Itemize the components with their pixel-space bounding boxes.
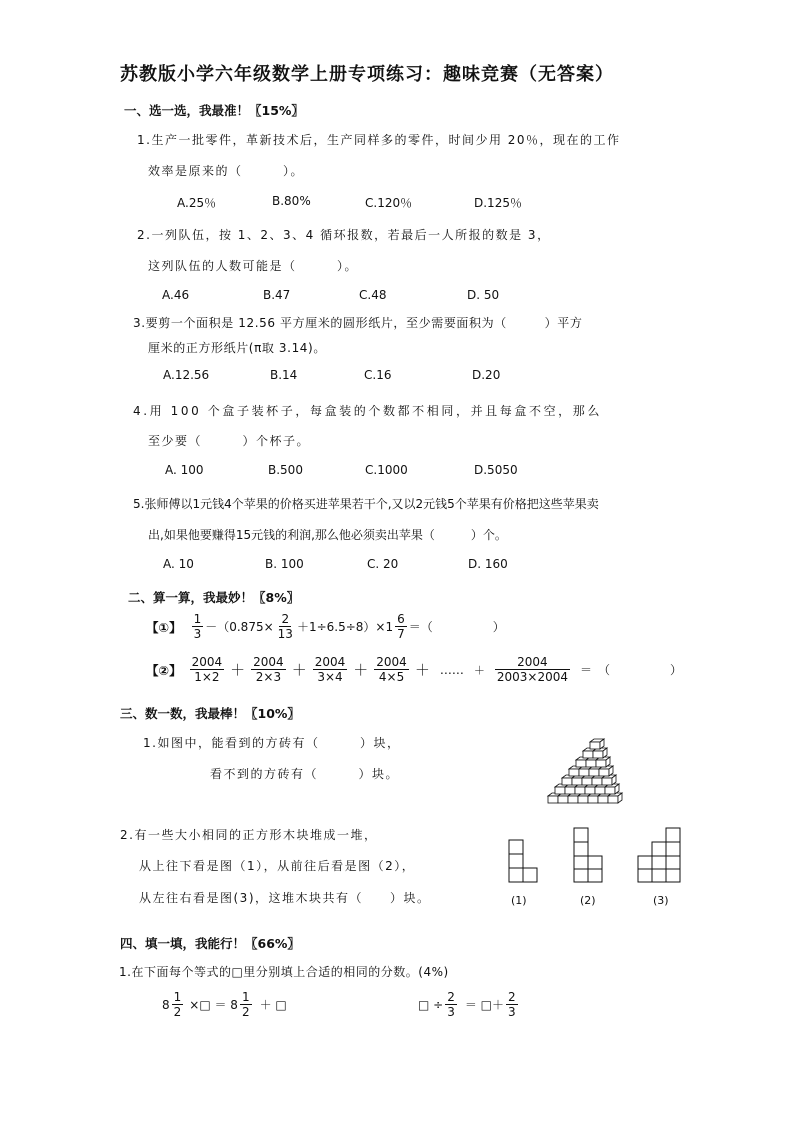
equation-1-frac-a: [172, 990, 184, 1019]
q5-option-a: A. 10: [163, 557, 194, 571]
q4-line1: 4.用 100 个盒子装杯子，每盒装的个数都不相同，并且每盒不空，那么: [133, 404, 602, 418]
q3-2-line3: 从左往右看是图(3)，这堆木块共有（ ）块。: [139, 891, 431, 905]
page-title: 苏教版小学六年级数学上册专项练习：趣味竞赛（无答案）: [120, 64, 614, 85]
half-num: 1: [241, 990, 250, 1004]
half-den: 2: [173, 1005, 182, 1019]
q2-option-c: C.48: [359, 288, 387, 302]
plus-sign: ＋: [230, 661, 246, 679]
equation-1-whole: 8: [162, 997, 170, 1012]
equation-1: [162, 990, 287, 1019]
brick-front-face: [599, 769, 609, 776]
equation-2-start: □ ÷: [418, 997, 444, 1012]
brick-front-face: [608, 796, 618, 803]
brick-front-face: [558, 796, 568, 803]
plus-sign: ＋: [353, 661, 369, 679]
equation-2-frac-a: [445, 990, 457, 1019]
brick-pyramid: [548, 739, 622, 803]
brick-front-face: [572, 778, 582, 785]
brick-front-face: [596, 760, 606, 767]
q1-line2: 效率是原来的（ ）。: [148, 164, 305, 178]
calc-2-frac-3-den: 3×4: [317, 670, 343, 684]
calc-2-frac-last: [495, 655, 570, 684]
brick-front-face: [586, 760, 596, 767]
calc-2-frac-1-den: 1×2: [194, 670, 220, 684]
q3-2-line1: 2.有一些大小相同的正方形木块堆成一堆，: [120, 828, 378, 842]
calc-1-end: ＝（ ）: [408, 620, 505, 634]
q3-line2: 厘米的正方形纸片(π取 3.14)。: [148, 341, 326, 355]
calc-2-frac-4: [374, 655, 409, 684]
q5-line1: 5.张师傅以1元钱4个苹果的价格买进苹果若干个,又以2元钱5个苹果有价格把这些苹果卖: [133, 497, 599, 511]
two-thirds-den: 3: [508, 1005, 516, 1019]
brick-front-face: [588, 796, 598, 803]
q5-option-c: C. 20: [367, 557, 399, 571]
brick-front-face: [598, 796, 608, 803]
brick-front-face: [589, 769, 599, 776]
calc-2-frac-2-num: 2004: [253, 655, 284, 669]
brick-front-face: [576, 760, 586, 767]
equation-1-frac-b: [240, 990, 252, 1019]
equation-1-end: ＋ □: [259, 998, 287, 1012]
brick-front-face: [590, 742, 600, 749]
calc-1-frac-c-num: 6: [397, 612, 405, 626]
calc-1-frac-a: [192, 612, 204, 641]
q4-line2: 至少要（ ）个杯子。: [148, 434, 311, 448]
calc-2-frac-2-den: 2×3: [255, 670, 282, 684]
equation-2: [418, 990, 520, 1019]
ellipsis: ……: [439, 662, 464, 677]
q3-option-b: B.14: [270, 368, 298, 382]
brick-front-face: [602, 778, 612, 785]
view-2-grid: [574, 828, 602, 882]
half-num: 1: [173, 990, 182, 1004]
plus-sign: ＋: [414, 661, 430, 679]
calc-2-frac-3: [313, 655, 348, 684]
brick-front-face: [585, 787, 595, 794]
q3-option-c: C.16: [364, 368, 392, 382]
section-3-heading: 三、数一数，我最棒！〖10%〗: [120, 706, 300, 721]
calc-2-end: ＝ （ ）: [579, 663, 682, 677]
q3-option-a: A.12.56: [163, 368, 210, 382]
brick-front-face: [582, 778, 592, 785]
calc-1-frac-b: [276, 612, 295, 641]
section-1-heading: 一、选一选，我最准！〖15%〗: [124, 103, 304, 118]
view-3-grid: [638, 828, 680, 882]
two-thirds-num: 2: [447, 990, 455, 1004]
brick-front-face: [593, 751, 603, 758]
q3-2-line2: 从上往下看是图（1），从前往后看是图（2），: [139, 859, 416, 873]
two-thirds-num: 2: [508, 990, 516, 1004]
view-2-caption: (2): [580, 894, 596, 907]
calc-2-frac-4-num: 2004: [376, 655, 407, 669]
brick-front-face: [565, 787, 575, 794]
view-1-caption: (1): [511, 894, 527, 907]
q1-option-b: B.80%: [272, 194, 311, 208]
calc-1-frac-a-den: 3: [193, 627, 202, 641]
calc-1-frac-b-den: 13: [277, 627, 293, 641]
brick-front-face: [595, 787, 605, 794]
q2-option-d: D. 50: [467, 288, 500, 302]
calc-1-label: 【①】: [146, 619, 182, 635]
section-2-heading: 二、算一算，我最妙！〖8%〗: [128, 590, 300, 605]
calc-1: [146, 612, 505, 641]
calc-2-frac-last-num: 2004: [495, 655, 570, 670]
q2-option-a: A.46: [162, 288, 190, 302]
q3-option-d: D.20: [472, 368, 501, 382]
brick-front-face: [583, 751, 593, 758]
half-den: 2: [241, 1005, 250, 1019]
q5-option-d: D. 160: [468, 557, 508, 571]
brick-front-face: [562, 778, 572, 785]
view-3-caption: (3): [653, 894, 669, 907]
q1-line1: 1.生产一批零件，革新技术后，生产同样多的零件，时间少用 20％，现在的工作: [137, 133, 621, 147]
plus-sign: ＋: [291, 661, 307, 679]
q4-option-a: A. 100: [165, 463, 204, 477]
brick-front-face: [569, 769, 579, 776]
brick-front-face: [548, 796, 558, 803]
equation-2-frac-b: [506, 990, 518, 1019]
calc-1-frac-b-num: 2: [281, 612, 290, 626]
q4-option-b: B.500: [268, 463, 303, 477]
equation-2-middle: ＝ □＋: [464, 998, 505, 1012]
calc-1-mid-2: ＋1÷6.5÷8）×1: [296, 620, 394, 634]
calc-1-frac-a-num: 1: [193, 612, 202, 626]
plus-sign: ＋: [473, 663, 485, 677]
q2-line1: 2.一列队伍，按 1、2、3、4 循环报数，若最后一人所报的数是 3，: [137, 228, 551, 242]
calc-1-frac-c: [395, 612, 407, 641]
q1-option-a: A.25％: [177, 196, 217, 210]
two-thirds-den: 3: [447, 1005, 455, 1019]
calc-2: [146, 655, 682, 684]
calc-2-frac-1: [190, 655, 225, 684]
q4-1-line1: 1.在下面每个等式的□里分别填上合适的相同的分数。(4%): [119, 965, 449, 979]
calc-2-label: 【②】: [146, 662, 182, 678]
calc-2-frac-last-den: 2003×2004: [496, 670, 568, 684]
calc-2-frac-2: [251, 655, 286, 684]
q3-line1: 3.要剪一个面积是 12.56 平方厘米的圆形纸片，至少需要面积为（ ）平方: [133, 316, 583, 330]
brick-front-face: [592, 778, 602, 785]
calc-1-mid-1: －（0.875×: [205, 620, 274, 634]
brick-front-face: [575, 787, 585, 794]
q4-option-c: C.1000: [365, 463, 408, 477]
brick-front-face: [605, 787, 615, 794]
equation-1-middle: ×□ ＝ 8: [189, 998, 238, 1012]
q1-option-c: C.120％: [365, 196, 413, 210]
brick-front-face: [578, 796, 588, 803]
brick-front-face: [568, 796, 578, 803]
q3-1-line2: 看不到的方砖有（ ）块。: [210, 767, 400, 781]
block-views-figure: [500, 826, 690, 886]
calc-2-frac-1-num: 2004: [191, 655, 223, 669]
q2-option-b: B.47: [263, 288, 291, 302]
section-4-heading: 四、填一填，我能行！〖66%〗: [120, 936, 300, 951]
q5-line2: 出,如果他要赚得15元钱的利润,那么他必须卖出苹果（ ）个。: [148, 528, 507, 542]
calc-1-frac-c-den: 7: [397, 627, 405, 641]
brick-front-face: [555, 787, 565, 794]
view-1-grid: [509, 840, 537, 882]
q2-line2: 这列队伍的人数可能是（ ）。: [148, 259, 359, 273]
q5-option-b: B. 100: [265, 557, 304, 571]
q4-option-d: D.5050: [474, 463, 518, 477]
calc-2-frac-4-den: 4×5: [378, 670, 405, 684]
brick-front-face: [579, 769, 589, 776]
brick-pyramid-figure: [542, 733, 666, 813]
calc-2-frac-3-num: 2004: [314, 655, 346, 669]
q1-option-d: D.125％: [474, 196, 522, 210]
q3-1-line1: 1.如图中，能看到的方砖有（ ）块，: [143, 736, 401, 750]
